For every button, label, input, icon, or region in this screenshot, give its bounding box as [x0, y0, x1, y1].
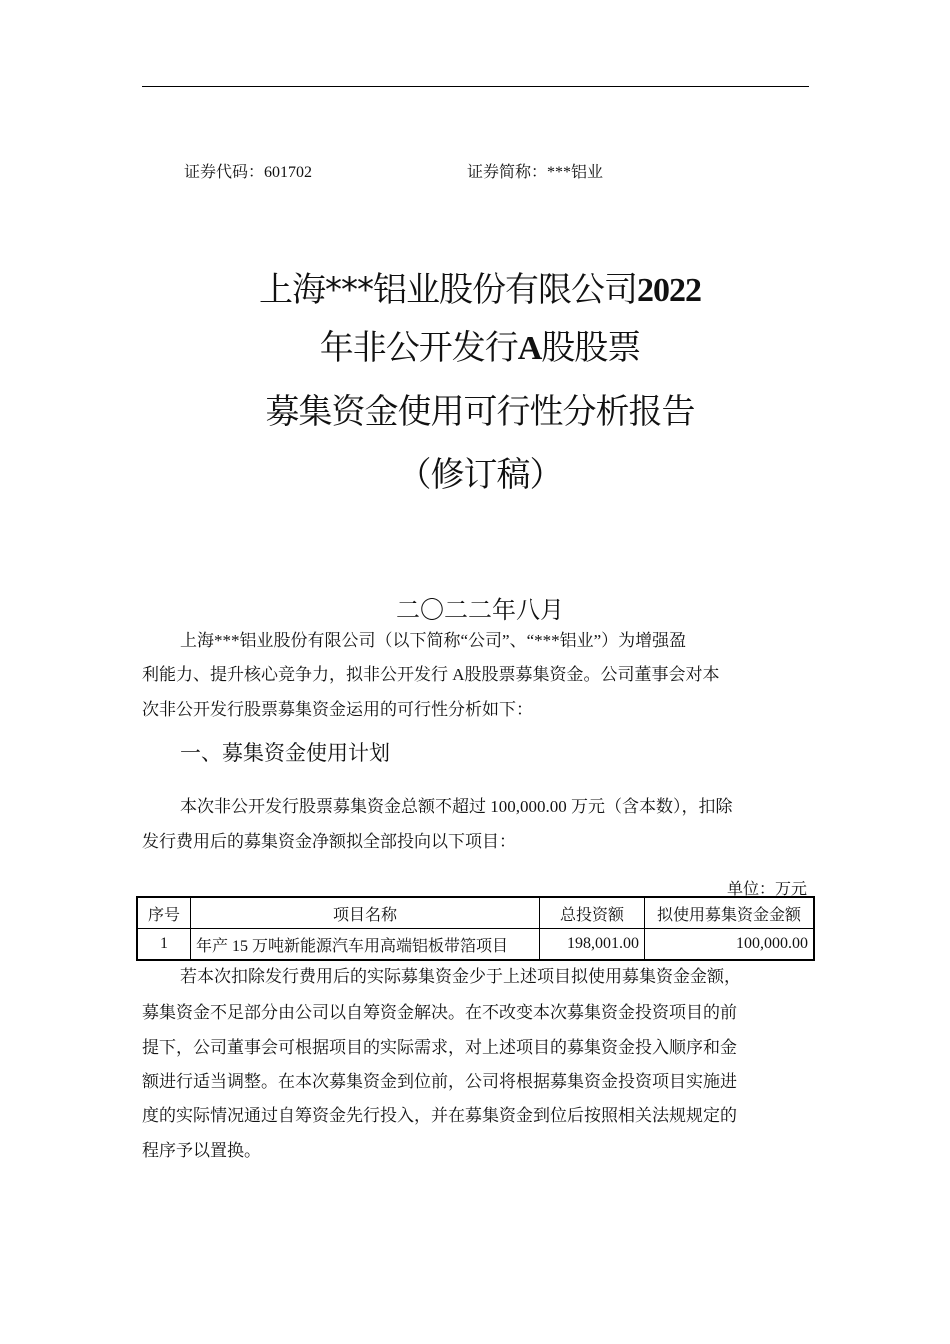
header-cell: 总投资额 [540, 897, 645, 929]
para2-line: 募集资金不足部分由公司以自筹资金解决。在不改变本次募集资金投资项目的前 [142, 1003, 737, 1022]
para2-line: 若本次扣除发行费用后的实际募集资金少于上述项目拟使用募集资金金额， [180, 967, 741, 986]
cell-project: 年产 15 万吨新能源汽车用高端铝板带箔项目 [191, 929, 540, 961]
stock-name: 证券简称：***铝业 [467, 164, 604, 181]
intro-line: 利能力、提升核心竞争力，拟非公开发行 A股股票募集资金。公司董事会对本 [142, 665, 720, 684]
header-rule [142, 86, 809, 87]
cell-index: 1 [137, 929, 191, 961]
report-date: 二〇二二年八月 [396, 596, 564, 624]
title-text: 年非公开发行 [319, 328, 518, 368]
para2-line: 度的实际情况通过自筹资金先行投入，并在募集资金到位后按照相关法规规定的 [142, 1106, 737, 1125]
intro-line: 次非公开发行股票募集资金运用的可行性分析如下： [142, 700, 533, 719]
title-line-2 [0, 320, 950, 369]
section-heading: 一、募集资金使用计划 [180, 741, 390, 765]
title-year: 2022 [637, 272, 701, 309]
para1-line: 发行费用后的募集资金净额拟全部投向以下项目： [142, 832, 516, 851]
unit-label: 单位：万元 [726, 881, 807, 898]
cell-total: 198,001.00 [540, 929, 645, 961]
para2-line: 提下，公司董事会可根据项目的实际需求，对上述项目的募集资金投入顺序和金 [142, 1038, 737, 1057]
title-text: 股股票 [541, 328, 641, 368]
para1-line: 本次非公开发行股票募集资金总额不超过 100,000.00 万元（含本数），扣除 [180, 797, 733, 816]
stock-code: 证券代码：601702 [184, 164, 313, 181]
title-line-4: （修订稿） [397, 455, 563, 495]
project-table [136, 896, 815, 961]
title-line-1 [0, 262, 950, 311]
title-line-3: 募集资金使用可行性分析报告 [265, 392, 695, 432]
title-text: 上海***铝业股份有限公司 [259, 270, 637, 310]
intro-line: 上海***铝业股份有限公司（以下简称“公司”、“***铝业”）为增强盈 [180, 631, 687, 650]
cell-raised: 100,000.00 [645, 929, 815, 961]
table-header-row [137, 897, 814, 929]
header-cell: 拟使用募集资金金额 [645, 897, 815, 929]
table-row [137, 929, 814, 961]
header-cell: 项目名称 [191, 897, 540, 929]
title-share-class: A [517, 330, 542, 367]
para2-line: 额进行适当调整。在本次募集资金到位前，公司将根据募集资金投资项目实施进 [142, 1072, 737, 1091]
header-cell: 序号 [137, 897, 191, 929]
para2-line: 程序予以置换。 [142, 1141, 261, 1160]
